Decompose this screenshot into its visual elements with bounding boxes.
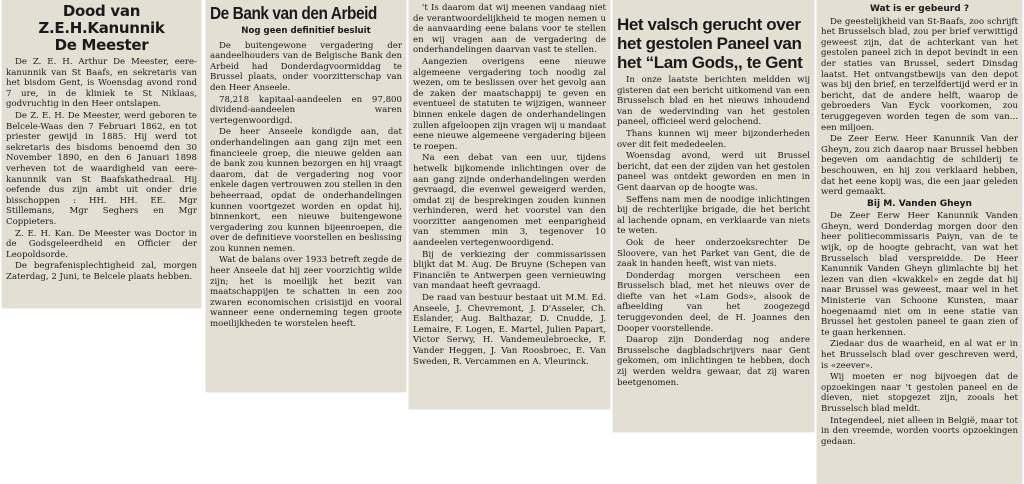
headline-line-2: het gestolen Paneel van bbox=[617, 34, 802, 53]
headline-bank: De Bank van den Arbeid bbox=[210, 3, 377, 23]
headline-lam-gods bbox=[617, 15, 810, 72]
paragraph: De Zeer Eerw. Heer Kanunnik Van der Gheyn, zou zich daarop naar Brussel hebben begeven om aandachtig de schilderij te beschouwen, en hij zou verklaard hebben, dat het eene kopij was, die een jaar geleden werd gemaakt. bbox=[821, 134, 1018, 198]
paragraph: Seffens nam men de noodige inlichtingen bij de rechterlijke brigade, die het bericht al lachende opnam, en verklaarde van niets te weten. bbox=[617, 194, 810, 237]
paragraph: Ook de heer onderzoeksrechter De Sloovere, van het Parket van Gent, die de zaak in handen heeft, wist van niets. bbox=[617, 237, 810, 270]
article-de-meester bbox=[2, 0, 201, 308]
paragraph: De Z. E. H. Arthur De Meester, eere-kanunnik van St Baafs, en sekretaris van het bisdom Gent, is Woensdag avond rond 7 ure, in de kliniek te St Niklaas, godvruchtig in den Heer ontslapen. bbox=[6, 57, 197, 110]
article-wat-is-er-gebeurd bbox=[817, 0, 1022, 484]
subheadline-bank: Nog geen definitief besluit bbox=[241, 26, 371, 36]
paragraph: De Z. E. H. De Meester, werd geboren te Belcele-Waas den 7 Februari 1862, en tot priester gewijd in 1885. Hij werd tot sekretaris des bisdoms benoemd den 30 November 1890, en den 6 Januari 1898 verheven tot de waardigheid van eere-kanunnik van St Baafskathedraal. Hij oefende dus zijn ambt uit onder drie bisschoppen : HH. HH. EE. Mgr Stillemans, Mgr Seghers en Mgr Coppieters. bbox=[6, 110, 197, 227]
paragraph: 't Is daarom dat wij meenen vandaag niet de verantwoordelijkheid te mogen nemen u de aanvaarding eene balans voor te stellen en wij vragen aan de vergadering de onderhandelingen daarvan vast te stellen. bbox=[413, 3, 606, 56]
paragraph: Woensdag avond, werd uit Brussel bericht, dat een der zijden van het gestolen paneel was ontdekt geworden en men in Gent daarvan op de hoogte was. bbox=[617, 151, 810, 193]
paragraph: Thans kunnen wij meer bijzonderheden over dit feit mededeelen. bbox=[617, 128, 810, 150]
subheadline-vanden-gheyn: Bij M. Vanden Gheyn bbox=[867, 198, 972, 209]
paragraph: De Zeer Eerw Heer Kanunnik Vanden Gheyn, werd Donderdag morgen door den heer politiecommissaris Paiyn, van de te wijk, op de hoogte gebracht, van wat het Brusselsch blad verspreidde. De Heer Kanunnik Vanden Gheyn glimlachte bij het lezen van dien «kwakkel» en zegde dat hij naar Brussel was geweest, maar wel in het Ministerie van Schoone Kunsten, maar hoegenaamd niet om in eene statie van Brussel het gestolen paneel te gaan zien of te gaan herkennen. bbox=[821, 211, 1018, 338]
article-bank-continued bbox=[409, 0, 610, 409]
paragraph: Donderdag morgen verscheen een Brusselsch blad, met het nieuws over de diefte van het «Lam Gods», alsook de afbeelding van het zoogezegd teruggevonden deel, de H. Joannes den Dooper voorstellende. bbox=[617, 270, 810, 334]
paragraph: De geestelijkheid van St-Baafs, zoo schrijft het Brusselsch blad, zou per brief verwittigd geweest zijn, dat de achterkant van het gestolen paneel zich in depot bevindt in een der staties van Brussel, sedert Dinsdag laatst. Het ontvangstbewijs van den depot was bij den brief, en terzelfdertijd werd er in bericht, dat de andere helft, waarop de gebroeders Van Eyck voorkomen, zou teruggegeven worden tegen de som van... een miljoen. bbox=[821, 16, 1018, 133]
headline-line-3: het “Lam Gods,, te Gent bbox=[617, 53, 803, 72]
headline-de-meester bbox=[6, 3, 197, 54]
paragraph: De buitengewone vergadering der aandeelhouders van de Belgische Bank den Arbeid had Donderdagvoormiddag te Brussel plaats, onder voorzitterschap van den Heer Anseele. bbox=[210, 40, 402, 93]
paragraph: 78,218 kapitaal-aandeelen en 97,800 dividend-aandeelen waren vertegenwoordigd. bbox=[210, 94, 402, 126]
paragraph: Ziedaar dus de waarheid, en al wat er in het Brusselsch blad over geschreven werd, is «zeever». bbox=[821, 339, 1018, 371]
paragraph: Aangezien overigens eene nieuwe algemeene vergadering toch noodig zal wezen, om te beslissen over het gevolg aan de zaken der maatschappij te geven en eventueel de statuten te wijzigen, wanneer binnen enkele dagen de onderhandelingen zullen afgeloopen zijn vragen wij u mandaat eene nieuwe algemeene vergadering bijeen te roepen. bbox=[413, 56, 606, 152]
paragraph: De raad van bestuur bestaat uit M.M. Ed. Anseele, J. Chevremont, J. D'Asseler, Ch. Eslander, Aug. Balthazar, D. Cnudde, J. Lemaire, F. Logen, E. Martel, Julien Papart, Victor Serwy, H. Vandemeulebroecke, F. Vander Heggen, J. Van Roosbroec, E. Van Sweden, R. Vercammen en A. Vleurinck. bbox=[413, 293, 606, 367]
paragraph: De begrafenisplechtigheid zal, morgen Zaterdag, 2 Juni, te Belcele plaats hebben. bbox=[6, 261, 197, 282]
headline-line-1: Het valsch gerucht over bbox=[617, 15, 801, 34]
paragraph: Wat de balans over 1933 betreft zegde de heer Anseele dat hij zeer voorzichtig wilde zijn; het is moeilijk het bezit van maatschappijen te schatten in een zoo zwaren economischen crisistijd en vooral wanneer eene onderneming tegen groote moeilijkheden te worstelen heeft. bbox=[210, 255, 402, 330]
paragraph: In onze laatste berichten meldden wij gisteren dat een bericht uitkomend van een Brusselsch blad en het nieuws inhoudend van de wedervinding van het gestolen paneel, officieel werd gelochend. bbox=[617, 75, 810, 128]
paragraph: Wij moeten er nog bijvoegen dat de opzoekingen naar 't gestolen paneel en de dieven, niet stopgezet zijn, zooals het Brusselsch blad meldt. bbox=[821, 372, 1018, 414]
paragraph: Z. E. H. Kan. De Meester was Doctor in de Godsgeleerdheid en Officier der Leopoldsorde. bbox=[6, 228, 197, 260]
article-bank-van-den-arbeid bbox=[206, 0, 406, 392]
paragraph: Bij de verkiezing der commissarissen blijkt dat M. Aug. De Bruyne (Schepen van Financiën te Antwerpen geen vernieuwing van mandaat heeft gevraagd. bbox=[413, 249, 606, 292]
article-lam-gods bbox=[613, 0, 814, 432]
headline-line-1: Dood van Z.E.H.Kanunnik bbox=[38, 2, 165, 37]
paragraph: Daarop zijn Donderdag nog andere Brusselsche dagbladschrijvers naar Gent gekomen, om inlichtingen te hebben, doch zij werden weldra gewaar, dat zij waren beetgenomen. bbox=[617, 335, 810, 388]
headline-line-2: De Meester bbox=[54, 36, 149, 54]
paragraph: Integendeel, niet alleen in België, maar tot in den vreemde, worden voorts opzoekingen gedaan. bbox=[821, 415, 1018, 447]
paragraph: Na een debat van een uur, tijdens hetwelk bijkomende inlichtingen over de aan gang zijnde onderhandelingen werden gevraagd, die evenwel geweigerd werden, omdat zij de besprekingen zouden kunnen verhinderen, werd het voorstel van den voorzitter aangenomen met eenparigheid van stemmen min 3, tegenover 10 aandeelen vertegenwoordigend. bbox=[413, 153, 606, 249]
headline-wat-is-er-gebeurd: Wat is er gebeurd ? bbox=[869, 4, 970, 14]
paragraph: De heer Anseele kondigde aan, dat onderhandelingen aan gang zijn met een financieele groep, die nieuwe gelden aan de bank zou kunnen bezorgen en hij vraagt daarom, dat de vergadering nog voor enkele dagen vertrouwen zou stellen in den beheerraad, opdat de onderhandelingen kunnen voortgezet worden en opdat hij, binnenkort, een nieuwe buitengewone vergadering zou kunnen bijeenroepen, die over de definitieve voorstellen en beslissing zou kunnen nemen. bbox=[210, 127, 402, 254]
